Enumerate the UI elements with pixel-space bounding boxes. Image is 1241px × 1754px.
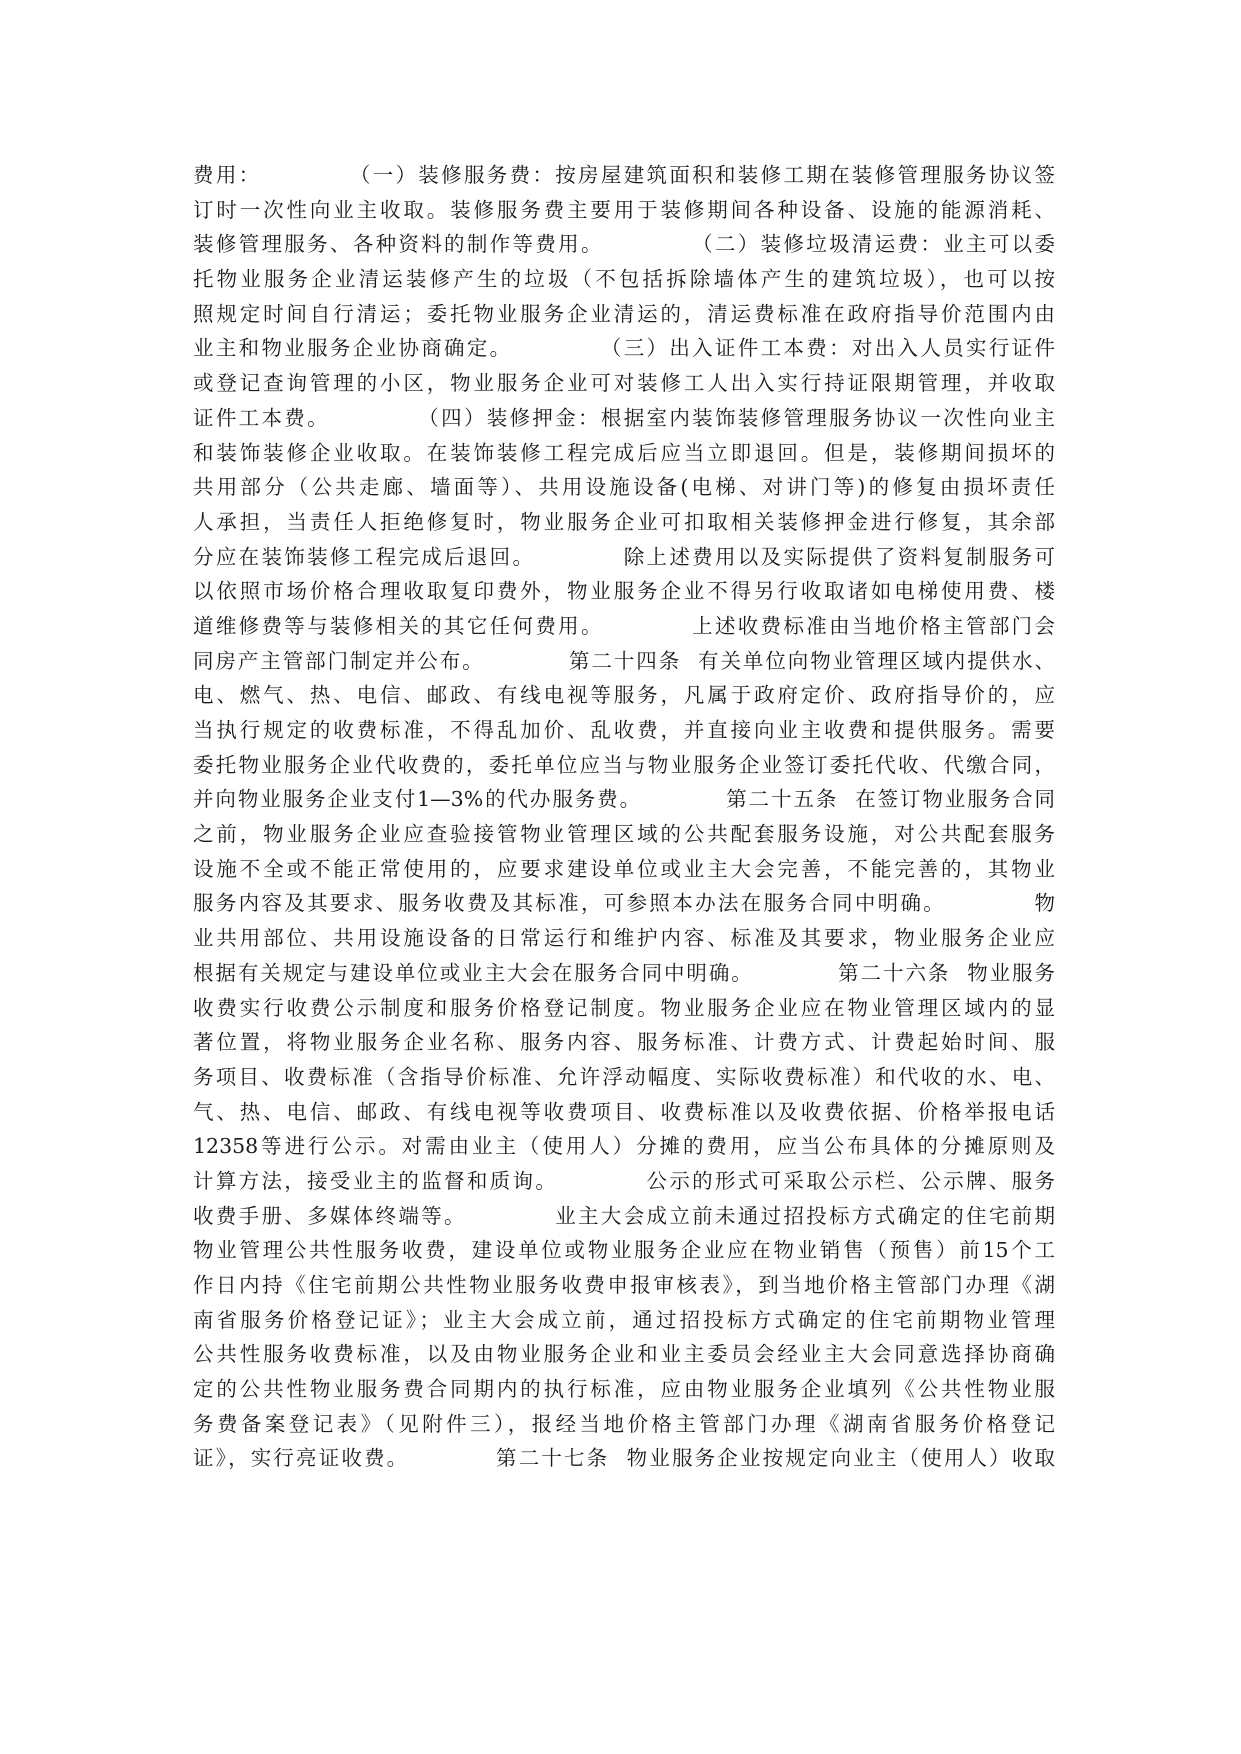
text-line: 务项目、收费标准（含指导价标准、允许浮动幅度、实际收费标准）和代收的水、电、 <box>193 1064 1055 1089</box>
text-line: 证件工本费。 （四）装修押金：根据室内装饰装修管理服务协议一次性向业主 <box>193 405 1055 430</box>
text-line: 照规定时间自行清运；委托物业服务企业清运的，清运费标准在政府指导价范围内由 <box>193 301 1055 326</box>
text-line: 业主和物业服务企业协商确定。 （三）出入证件工本费：对出入人员实行证件 <box>193 336 1055 361</box>
text-line: 设施不全或不能正常使用的，应要求建设单位或业主大会完善，不能完善的，其物业 <box>193 856 1055 881</box>
text-line: 之前，物业服务企业应查验接管物业管理区域的公共配套服务设施，对公共配套服务 <box>193 822 1055 847</box>
text-line: 费用： （一）装修服务费：按房屋建筑面积和装修工期在装修管理服务协议签 <box>193 163 1055 187</box>
text-line: 装修管理服务、各种资料的制作等费用。 （二）装修垃圾清运费：业主可以委 <box>193 232 1055 257</box>
text-line: 气、热、电信、邮政、有线电视等收费项目、收费标准以及收费依据、价格举报电话 <box>193 1099 1055 1124</box>
text-line: 托物业服务企业清运装修产生的垃圾（不包括拆除墙体产生的建筑垃圾），也可以按 <box>193 267 1055 292</box>
text-line: 作日内持《住宅前期公共性物业服务收费申报审核表》，到当地价格主管部门办理《湖 <box>193 1273 1055 1297</box>
text-line: 共用部分（公共走廊、墙面等）、共用设施设备(电梯、对讲门等)的修复由损坏责任 <box>193 475 1055 500</box>
text-line: 电、燃气、热、电信、邮政、有线电视等服务，凡属于政府定价、政府指导价的，应 <box>193 683 1055 708</box>
text-line: 物业管理公共性服务收费，建设单位或物业服务企业应在物业销售（预售）前15个工 <box>193 1238 1055 1263</box>
text-line: 定的公共性物业服务费合同期内的执行标准，应由物业服务企业填列《公共性物业服 <box>193 1377 1055 1402</box>
text-line: 订时一次性向业主收取。装修服务费主要用于装修期间各种设备、设施的能源消耗、 <box>193 197 1055 222</box>
text-line: 收费实行收费公示制度和服务价格登记制度。物业服务企业应在物业管理区域内的显 <box>193 995 1055 1020</box>
text-line: 公共性服务收费标准，以及由物业服务企业和业主委员会经业主大会同意选择协商确 <box>193 1342 1055 1367</box>
text-line: 以依照市场价格合理收取复印费外，物业服务企业不得另行收取诸如电梯使用费、楼 <box>193 579 1055 604</box>
text-line: 同房产主管部门制定并公布。 第二十四条 有关单位向物业管理区域内提供水、 <box>193 648 1055 673</box>
text-line: 委托物业服务企业代收费的，委托单位应当与物业服务企业签订委托代收、代缴合同， <box>193 752 1055 777</box>
text-line: 根据有关规定与建设单位或业主大会在服务合同中明确。 第二十六条 物业服务 <box>193 960 1055 985</box>
text-line: 并向物业服务企业支付1—3%的代办服务费。 第二十五条 在签订物业服务合同 <box>193 787 1055 812</box>
text-line: 著位置，将物业服务企业名称、服务内容、服务标准、计费方式、计费起始时间、服 <box>193 1030 1055 1055</box>
text-line: 当执行规定的收费标准，不得乱加价、乱收费，并直接向业主收费和提供服务。需要 <box>193 718 1055 742</box>
text-line: 分应在装饰装修工程完成后退回。 除上述费用以及实际提供了资料复制服务可 <box>193 544 1055 569</box>
text-line: 务费备案登记表》（见附件三），报经当地价格主管部门办理《湖南省服务价格登记 <box>193 1411 1055 1436</box>
text-line: 计算方法，接受业主的监督和质询。 公示的形式可采取公示栏、公示牌、服务 <box>193 1168 1055 1193</box>
text-line: 道维修费等与装修相关的其它任何费用。 上述收费标准由当地价格主管部门会 <box>193 613 1055 638</box>
text-line: 服务内容及其要求、服务收费及其标准，可参照本办法在服务合同中明确。 物 <box>193 891 1055 916</box>
text-line: 或登记查询管理的小区，物业服务企业可对装修工人出入实行持证限期管理，并收取 <box>193 371 1055 396</box>
text-line: 收费手册、多媒体终端等。 业主大会成立前未通过招投标方式确定的住宅前期 <box>193 1203 1055 1228</box>
text-line: 南省服务价格登记证》；业主大会成立前，通过招投标方式确定的住宅前期物业管理 <box>193 1307 1055 1332</box>
text-line: 证》，实行亮证收费。 第二十七条 物业服务企业按规定向业主（使用人）收取 <box>193 1446 1055 1471</box>
text-line: 12358等进行公示。对需由业主（使用人）分摊的费用，应当公布具体的分摊原则及 <box>193 1134 1055 1159</box>
document-body <box>193 158 1055 1476</box>
text-line: 人承担，当责任人拒绝修复时，物业服务企业可扣取相关装修押金进行修复，其余部 <box>193 509 1055 534</box>
text-line: 和装饰装修企业收取。在装饰装修工程完成后应当立即退回。但是，装修期间损坏的 <box>193 440 1055 465</box>
text-line: 业共用部位、共用设施设备的日常运行和维护内容、标准及其要求，物业服务企业应 <box>193 926 1055 951</box>
